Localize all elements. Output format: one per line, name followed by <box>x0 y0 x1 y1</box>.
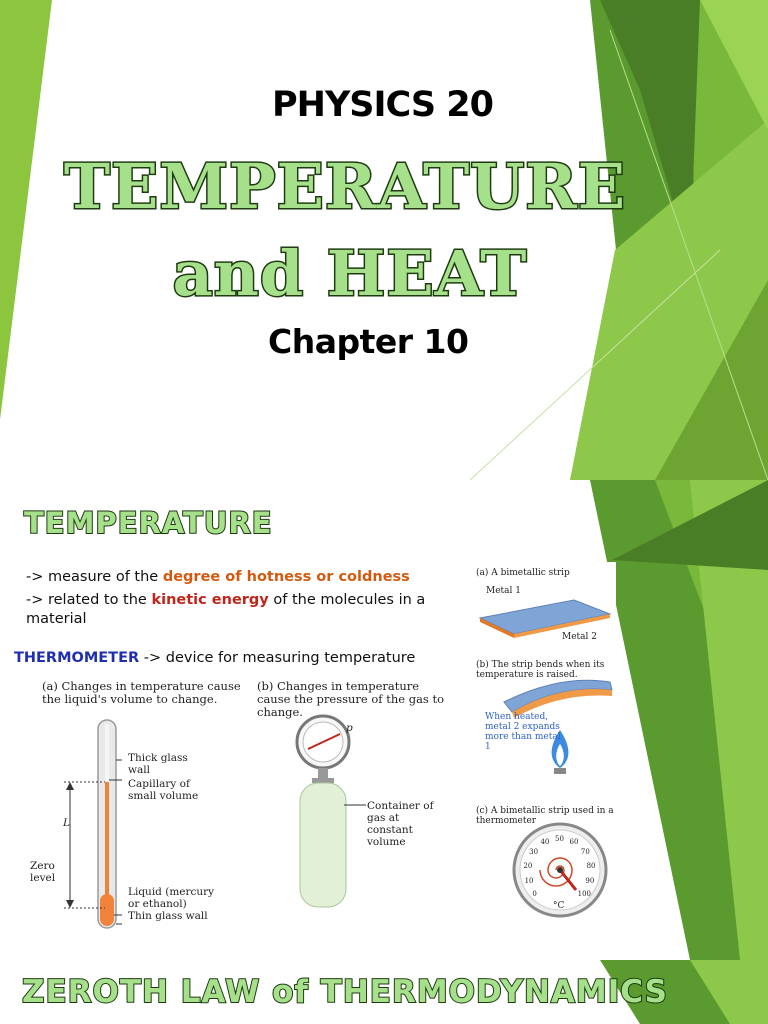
dial-number: 60 <box>569 838 579 847</box>
bimetal-b-caption: (b) The strip bends when its temperature is raised. <box>476 660 605 680</box>
zeroth-law-slide <box>0 960 768 1024</box>
container-pointer <box>344 800 366 810</box>
container-label: Container of gas at constant volume <box>367 800 434 848</box>
gas-thermometer-diagram <box>290 712 370 912</box>
zeroth-law-title: ZEROTH LAW of THERMODYNAMICS <box>22 974 668 1010</box>
dial-number: 10 <box>524 876 534 885</box>
liquid-label: Liquid (mercury or ethanol) <box>128 886 215 910</box>
title-slide <box>0 0 768 480</box>
course-title: PHYSICS 20 <box>272 85 493 125</box>
bullet-hotness: -> measure of the degree of hotness or coldness <box>26 569 410 585</box>
metal1-label: Metal 1 <box>486 586 521 596</box>
main-title-line2: and HEAT <box>172 237 528 310</box>
dial-number: 20 <box>523 861 533 870</box>
dial-number: 80 <box>586 861 596 870</box>
dial-unit: °C <box>553 901 565 911</box>
bullet-kinetic-energy: -> related to the kinetic energy of the molecules in a material <box>26 592 426 627</box>
thermometer-definition: THERMOMETER -> device for measuring temperature <box>14 650 416 666</box>
thermometer-term: THERMOMETER <box>14 650 140 666</box>
dial-number: 70 <box>580 848 590 857</box>
dial-number: 40 <box>540 838 550 847</box>
dial-number: 0 <box>532 889 537 898</box>
zero-level-label: Zero level <box>30 860 56 884</box>
dial-number: 90 <box>585 876 595 885</box>
section-title: TEMPERATURE <box>24 506 273 540</box>
thin-glass-label: Thin glass wall <box>128 910 208 922</box>
temperature-slide <box>0 480 768 960</box>
chapter-label: Chapter 10 <box>268 322 469 361</box>
heated-note: When heated, metal 2 expands more than metal 1 <box>485 712 561 752</box>
pressure-label: p <box>346 722 353 734</box>
dial-number: 100 <box>577 889 591 898</box>
dial-number: 50 <box>555 835 564 843</box>
dial-number: 30 <box>529 848 539 857</box>
bimetal-a-caption: (a) A bimetallic strip <box>476 568 570 578</box>
main-title-line1: TEMPERATURE <box>63 150 627 223</box>
metal2-label: Metal 2 <box>562 632 597 642</box>
bimetal-c-caption: (c) A bimetallic strip used in a thermometer <box>476 806 614 826</box>
figure-b-caption: (b) Changes in temperature cause the pressure of the gas to change. <box>257 679 445 719</box>
length-label: L <box>63 817 70 829</box>
bullet-list <box>26 568 458 633</box>
capillary-label: Capillary of small volume <box>128 778 199 802</box>
thick-glass-label: Thick glass wall <box>128 752 188 776</box>
figure-a-caption: (a) Changes in temperature cause the liquid's volume to change. <box>42 679 241 706</box>
